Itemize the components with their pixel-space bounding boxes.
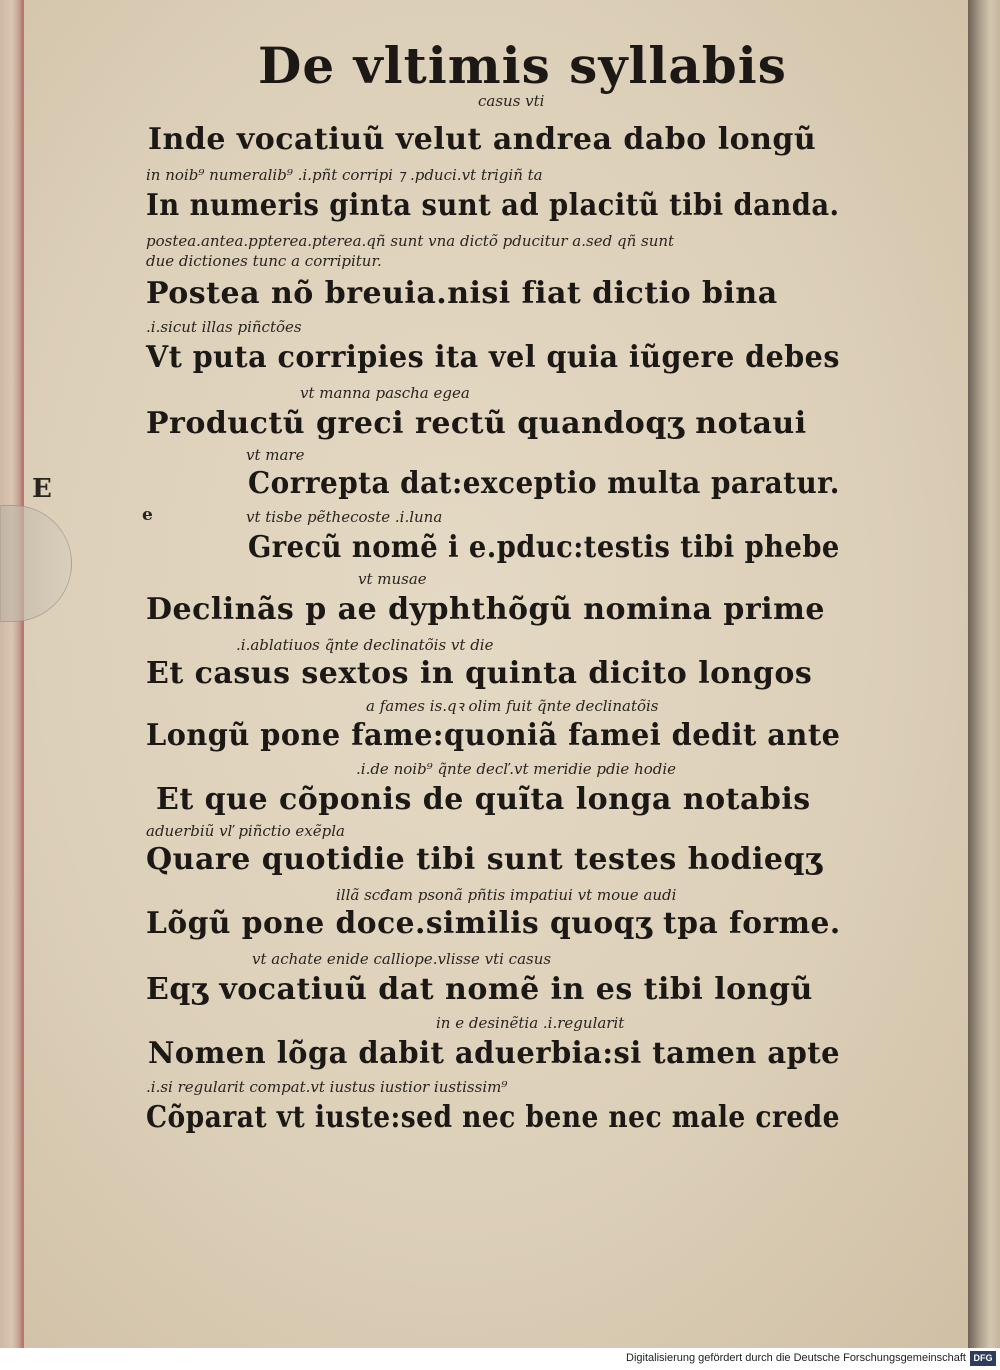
verse-line: Inde vocatiuũ velut andrea dabo longũ	[148, 122, 817, 157]
gloss-line: .i.si regularit compat.vt iustus iustior iustissim⁹	[146, 1078, 508, 1096]
gloss-line: vt achate enide calliope.vlisse vti casus	[252, 950, 552, 968]
verse-line: Et que cõponis de quĩta longa notabis	[156, 782, 811, 817]
gloss-line: vt musae	[358, 570, 427, 588]
margin-mark-capital-e: E	[32, 474, 52, 504]
verse-line: Declinãs p ae dyphthõgũ nomina prime	[146, 592, 825, 627]
verse-line: Lõgũ pone doce.similis quoqʒ tpa forme.	[146, 906, 841, 941]
gloss-line: .i.sicut illas piñctões	[146, 318, 302, 336]
verse-line: Postea nõ breuia.nisi fiat dictio bina	[146, 276, 778, 311]
gloss-line: illã scđam psonã pñtis impatiui vt moue audi	[336, 886, 677, 904]
verse-line: In numeris ginta sunt ad placitũ tibi danda.	[146, 188, 840, 223]
verse-line: Vt puta corripies ita vel quia iũgere debes	[146, 340, 840, 375]
gloss-line: in noib⁹ numeralib⁹ .i.pñt corripi ⁊ .pduci.vt trigiñ ta	[146, 166, 543, 184]
gloss-line: postea.antea.ppterea.pterea.qñ sunt vna dictõ pducitur a.sed qñ sunt	[146, 232, 675, 250]
gloss-line: in e desinẽtia .i.regularit	[436, 1014, 625, 1032]
verse-line: Nomen lõga dabit aduerbia:si tamen apte	[148, 1036, 841, 1071]
gloss-line: due dictiones tunc a corripitur.	[146, 252, 382, 270]
margin-mark-small-e: e	[142, 505, 153, 525]
gloss-line: .i.ablatiuos q̃nte declinatõis vt die	[236, 636, 494, 654]
gloss-line: aduerbiũ vľ piñctio exẽpla	[146, 822, 345, 840]
gloss-line: a fames is.qꝛ olim fuit q̃nte declinatõis	[366, 697, 659, 715]
verse-line: Correpta dat:exceptio multa paratur.	[248, 466, 840, 501]
gloss-line: vt manna pascha egea	[300, 384, 470, 402]
gloss-line: vt mare	[246, 446, 305, 464]
gloss-line: casus vti	[478, 92, 545, 110]
page-title: De vltimis syllabis	[258, 36, 787, 95]
verse-line: Et casus sextos in quinta dicito longos	[146, 656, 813, 691]
verse-line: Quare quotidie tibi sunt testes hodieqʒ	[146, 842, 823, 877]
digitization-footer	[0, 1348, 1000, 1370]
dfg-logo: DFG	[970, 1351, 996, 1366]
verse-line: Grecũ nomẽ i e.pduc:testis tibi phebe	[248, 530, 840, 565]
footer-credit: Digitalisierung gefördert durch die Deutsche Forschungsgemeinschaft	[626, 1352, 966, 1364]
verse-line: Productũ greci rectũ quandoqʒ notaui	[146, 406, 807, 441]
gloss-line: .i.de noib⁹ q̃nte decľ.vt meridie pdie hodie	[356, 760, 677, 778]
verse-line: Cõparat vt iuste:sed nec bene nec male crede	[146, 1100, 840, 1135]
verse-line: Longũ pone fame:quoniã famei dedit ante	[146, 718, 841, 753]
gloss-line: vt tisbe pẽthecoste .i.luna	[246, 508, 443, 526]
verse-line: Eqʒ vocatiuũ dat nomẽ in es tibi longũ	[146, 972, 813, 1007]
